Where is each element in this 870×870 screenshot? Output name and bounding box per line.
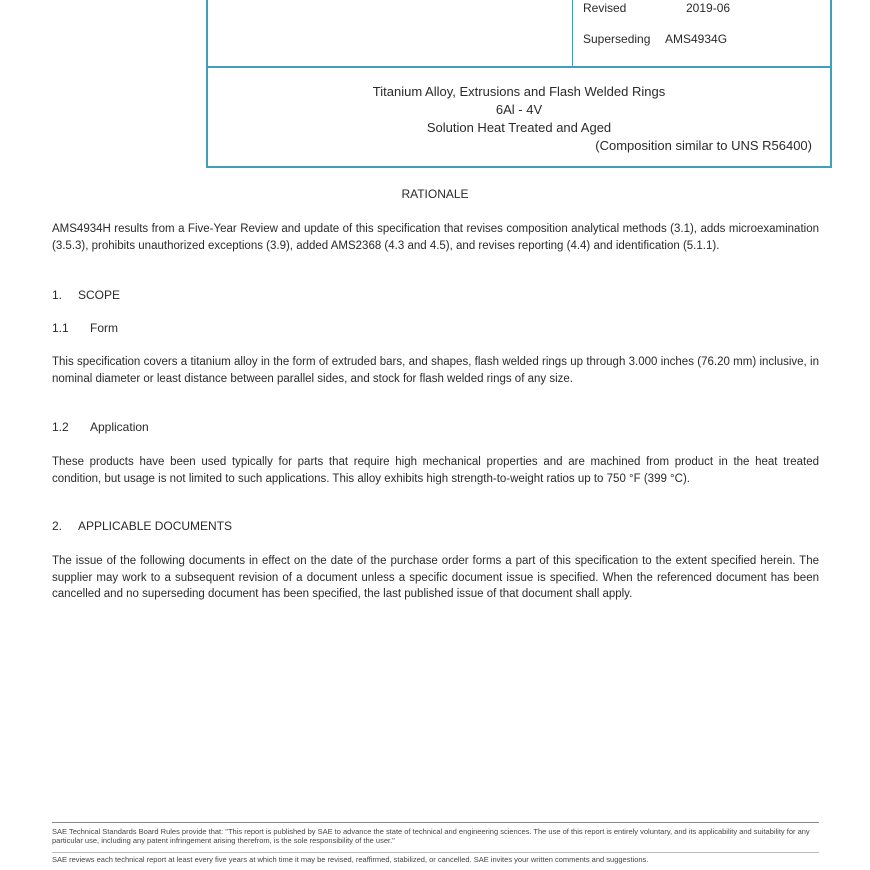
composition-note: (Composition similar to UNS R56400) <box>595 138 812 153</box>
footer-disclaimer: SAE Technical Standards Board Rules provide that: "This report is published by SAE to advance the state of technical and engineering sciences. The use of this report is entirely voluntary, and its applicability and suitability for any particular use, including any patent infringement arising therefrom, is the sole responsibility of the user." <box>52 827 810 845</box>
footer-rule <box>52 822 819 823</box>
section-title: APPLICABLE DOCUMENTS <box>78 519 233 533</box>
alloy-designation: 6Al - 4V <box>495 102 543 117</box>
section-1-heading <box>52 288 120 302</box>
section-number: 1.1 <box>52 321 69 335</box>
header-title-box <box>206 66 832 168</box>
header-divider <box>572 0 573 66</box>
revised-value: 2019-06 <box>686 1 731 15</box>
section-1-2-heading <box>52 420 149 434</box>
header-meta-box <box>206 0 832 68</box>
section-number: 1. <box>52 288 63 302</box>
section-2-text: The issue of the following documents in effect on the date of the purchase order forms a part of this specification to the extent specified herein. The supplier may work to a subsequent revision of a document unless a specific document issue is specified. When the referenced document has been cancelled and no superseding document has been specified, the last published issue of that document shall apply. <box>52 555 819 600</box>
superseding-label: Superseding <box>583 32 651 46</box>
section-title: SCOPE <box>78 288 121 302</box>
superseding-value: AMS4934G <box>665 32 728 46</box>
footer-rule-secondary <box>52 852 819 853</box>
section-number: 2. <box>52 519 63 533</box>
section-title: Form <box>90 321 118 335</box>
section-number: 1.2 <box>52 420 69 434</box>
condition-title: Solution Heat Treated and Aged <box>426 120 612 135</box>
section-1-2-text: These products have been used typically for parts that require high mechanical properties and are machined from product in the heat treated condition, but usage is not limited to such applications. This alloy exhibits high strength-to-weight ratios up to 750 °F (399 °C). <box>52 456 819 485</box>
rationale-heading: RATIONALE <box>401 187 469 201</box>
footer-review-notice: SAE reviews each technical report at least every five years at which time it may be revised, reaffirmed, stabilized, or cancelled. SAE invites your written comments and suggestions. <box>52 855 649 864</box>
section-2-heading <box>52 519 232 533</box>
document-title: Titanium Alloy, Extrusions and Flash Welded Rings <box>372 84 666 99</box>
revised-label: Revised <box>583 1 627 15</box>
section-title: Application <box>90 420 149 434</box>
rationale-text: AMS4934H results from a Five-Year Review and update of this specification that revises composition analytical methods (3.1), adds microexamination (3.5.3), prohibits unauthorized exceptions (3.9), added AMS2368 (4.3 and 4.5), and revises reporting (4.4) and identification (5.1.1). <box>52 223 819 252</box>
section-1-1-text: This specification covers a titanium alloy in the form of extruded bars, and shapes, flash welded rings up through 3.000 inches (76.20 mm) inclusive, in nominal diameter or least distance between parallel sides, and stock for flash welded rings of any size. <box>52 356 819 385</box>
section-1-1-heading <box>52 321 118 335</box>
